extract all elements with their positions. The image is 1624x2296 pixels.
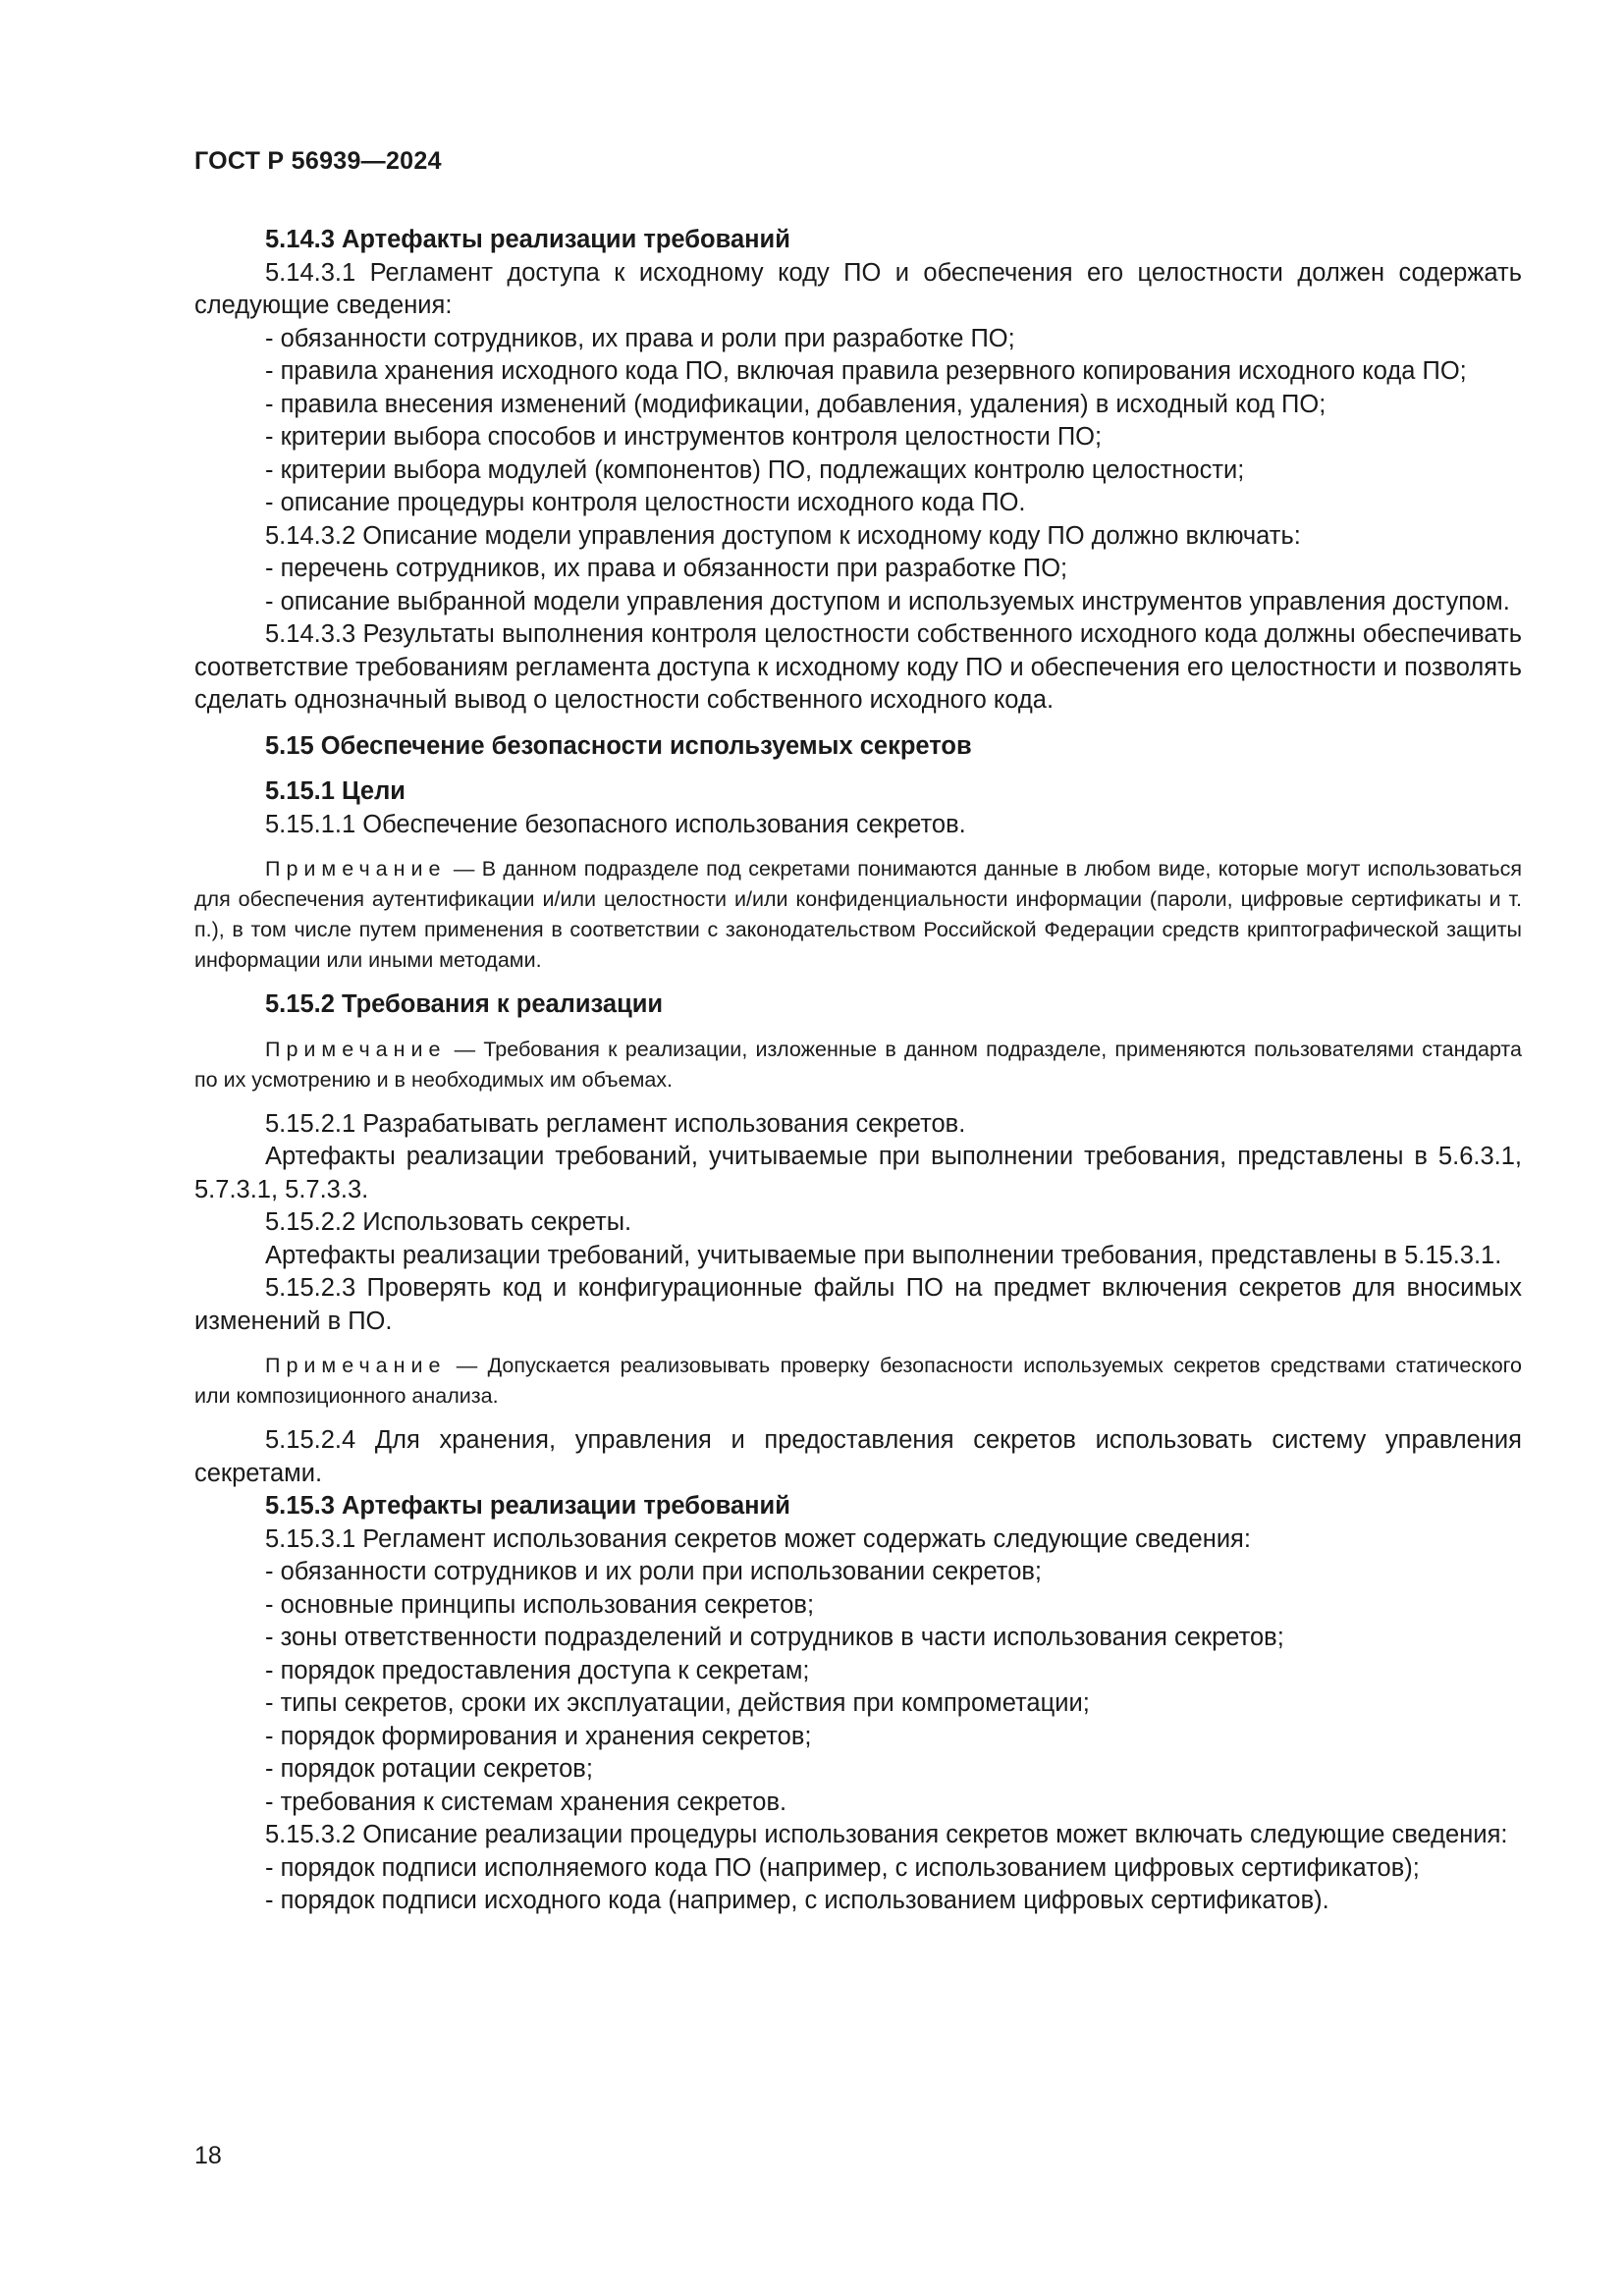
paragraph: 5.15.2.4 Для хранения, управления и предоставления секретов использовать систему управления секретами. [194, 1426, 1522, 1487]
note-text: — Требования к реализации, изложенные в данном подразделе, применяются пользователями стандарта по их усмотрению и в необходимых им объемах. [194, 1037, 1522, 1092]
note-text: — В данном подразделе под секретами понимаются данные в любом виде, которые могут использоваться для обеспечения аутентификации и/или целостности и/или конфиденциальности информации (пароли, цифровые сертификаты и т. п.), в том числе путем применения в соответствии с законодательством Российской Федерации средств криптографической защиты информации или иными методами. [194, 857, 1522, 972]
list-item: - основные принципы использования секретов; [265, 1590, 815, 1619]
list-item: - порядок подписи исходного кода (например, с использованием цифровых сертификатов). [265, 1887, 1329, 1914]
document-body [194, 224, 1522, 1918]
note [194, 1351, 1522, 1412]
list-item: - правила внесения изменений (модификации, добавления, удаления) в исходный код ПО; [265, 390, 1326, 418]
section-heading: 5.15.1 Цели [265, 777, 406, 805]
paragraph: 5.15.1.1 Обеспечение безопасного использования секретов. [265, 810, 966, 838]
paragraph: 5.15.2.1 Разрабатывать регламент использования секретов. [265, 1109, 966, 1138]
paragraph: 5.15.2.2 Использовать секреты. [265, 1208, 632, 1236]
section-heading: 5.14.3 Артефакты реализации требований [265, 226, 790, 253]
list-item: - обязанности сотрудников и их роли при использовании секретов; [265, 1558, 1043, 1585]
note-label: Примечание [265, 1037, 447, 1061]
list-item: - перечень сотрудников, их права и обязанности при разработке ПО; [265, 555, 1068, 582]
list-item: - порядок формирования и хранения секретов; [265, 1722, 812, 1750]
paragraph: 5.15.3.1 Регламент использования секретов может содержать следующие сведения: [265, 1524, 1251, 1553]
note-text: — Допускается реализовывать проверку безопасности используемых секретов средствами статического или композиционного анализа. [194, 1354, 1522, 1408]
section-heading: 5.15.3 Артефакты реализации требований [265, 1492, 790, 1520]
note [194, 854, 1522, 976]
list-item: - порядок предоставления доступа к секретам; [265, 1656, 810, 1684]
list-item: - описание выбранной модели управления доступом и используемых инструментов управления доступом. [265, 587, 1510, 615]
list-item: - порядок подписи исполняемого кода ПО (например, с использованием цифровых сертификатов); [265, 1853, 1420, 1882]
list-item: - порядок ротации секретов; [265, 1755, 593, 1783]
list-item: - требования к системам хранения секретов. [265, 1788, 787, 1816]
list-item: - обязанности сотрудников, их права и роли при разработке ПО; [265, 324, 1015, 352]
paragraph: 5.14.3.3 Результаты выполнения контроля целостности собственного исходного кода должны обеспечивать соответствие требованиям регламента доступа к исходному коду ПО и обеспечения его целостности и позволять сделать однозначный вывод о целостности собственного исходного кода. [194, 620, 1522, 714]
paragraph: 5.15.3.2 Описание реализации процедуры использования секретов может включать следующие сведения: [265, 1821, 1508, 1848]
page-number: 18 [194, 2142, 222, 2169]
paragraph: 5.15.2.3 Проверять код и конфигурационные файлы ПО на предмет включения секретов для вносимых изменений в ПО. [194, 1274, 1522, 1335]
list-item: - зоны ответственности подразделений и сотрудников в части использования секретов; [265, 1624, 1284, 1651]
section-heading: 5.15.2 Требования к реализации [265, 990, 664, 1018]
note-label: Примечание [265, 857, 447, 881]
list-item: - правила хранения исходного кода ПО, включая правила резервного копирования исходного кода ПО; [265, 357, 1467, 385]
section-heading: 5.15 Обеспечение безопасности используемых секретов [265, 731, 972, 760]
list-item: - типы секретов, сроки их эксплуатации, действия при компрометации; [265, 1689, 1090, 1717]
paragraph: Артефакты реализации требований, учитываемые при выполнении требования, представлены в 5.15.3.1. [265, 1241, 1502, 1269]
paragraph: Артефакты реализации требований, учитываемые при выполнении требования, представлены в 5.6.3.1, 5.7.3.1, 5.7.3.3. [194, 1143, 1522, 1203]
note [194, 1035, 1522, 1095]
list-item: - описание процедуры контроля целостности исходного кода ПО. [265, 489, 1026, 516]
paragraph: 5.14.3.1 Регламент доступа к исходному коду ПО и обеспечения его целостности должен содержать следующие сведения: [194, 258, 1522, 319]
note-label: Примечание [265, 1354, 447, 1377]
list-item: - критерии выбора модулей (компонентов) ПО, подлежащих контролю целостности; [265, 455, 1245, 484]
list-item: - критерии выбора способов и инструментов контроля целостности ПО; [265, 423, 1103, 451]
paragraph: 5.14.3.2 Описание модели управления доступом к исходному коду ПО должно включать: [265, 521, 1301, 550]
document-header: ГОСТ Р 56939—2024 [194, 147, 442, 175]
